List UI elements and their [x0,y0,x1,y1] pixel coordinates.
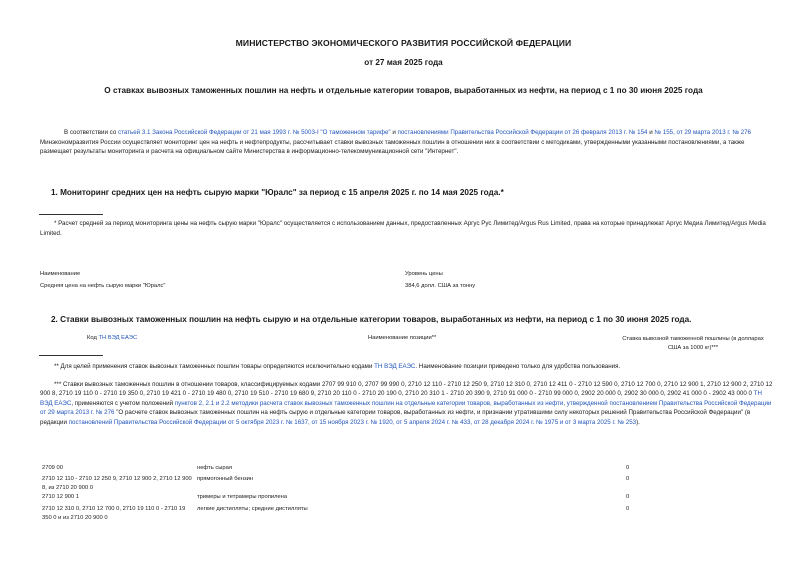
table-row-rate: 0 [626,476,630,482]
value-name: Средняя цена на нефть сырую марки "Юралс" [40,283,166,289]
table-row-code: 2710 12 310 0, 2710 12 700 0, 2710 19 110 0 - 2710 19 350 0 и из 2710 20 900 0 [42,506,186,521]
footnote-divider-2 [39,355,103,356]
footnote-3 [40,380,775,427]
tnved-link-footnote-2[interactable]: ТН ВЭД ЕАЭС [374,363,416,370]
table-row-rate: 0 [626,506,630,512]
tnved-link-header[interactable]: ТН ВЭД ЕАЭС [98,335,138,341]
methodology-points-link[interactable]: пунктов 2, 2.1 и 2.2 методики расчета ставок вывозных таможенных пошлин на отдельные категории товаров, выработанных из нефти, утвержденной постановлением Правительства Российской Федерации от 29 марта 2013 г. № 276 [40,399,772,417]
intro-paragraph [40,128,770,157]
footnote-3-text-2: , применяются с учетом положений [71,399,175,407]
law-5003-link[interactable]: статьей 3.1 Закона Российской Федерации от 21 мая 1993 г. № 5003-I "О таможенном тарифе" [117,129,391,136]
tnved-link-footnote-3[interactable]: ТН ВЭД ЕАЭС [40,390,762,407]
amending-decrees-link[interactable]: постановлений Правительства Российской Федерации от 5 октября 2023 г. № 1637, от 15 ноября 2023 г. № 1920, от 5 апреля 2024 г. № 433, от 28 декабря 2024 г. № 1975 и от 3 марта 2025 г. № 253 [68,418,637,426]
label-name: Наименование [40,271,81,277]
column-header-position: Наименование позиции** [368,335,437,341]
footnote-2-text-1: ** Для целей применения ставок вывозных таможенных пошлин товары определяются исключительно кодами [54,363,375,370]
table-row-code: 2709 00 [42,465,63,471]
column-code-prefix: Код [87,335,99,341]
table-row-rate: 0 [626,465,630,471]
table-row-rate: 0 [626,494,630,500]
column-header-rate: Ставка вывозной таможенной пошлины (в долларах США за 1000 кг)*** [622,336,764,351]
intro-text-3: и [647,129,655,136]
footnote-1 [40,219,775,238]
section-2-title: 2. Ставки вывозных таможенных пошлин на нефть сырую и на отдельные категории товаров, выработанных из нефти, на период с 1 по 30 июня 2025 года. [51,315,692,324]
footnote-2-text-2: . Наименование позиции приведено только для удобства пользования. [415,363,621,370]
table-row-name: нефть сырая [197,465,233,471]
table-row-name: тримеры и тетрамеры пропилена [197,494,288,500]
decree-154-link[interactable]: постановлениями Правительства Российской Федерации от 26 февраля 2013 г. № 154 [397,129,648,136]
footnote-3-text-3: "О расчете ставок вывозных таможенных пошлин на нефть сырую и отдельные категории товаров, выработанных из нефти, и признании утратившими силу некоторых решений Правительства Российской Федерации" (в редакции [40,409,751,426]
column-header-code [87,335,137,341]
label-price-level: Уровень цены [405,271,443,277]
intro-text-4: Минэкономразвития России осуществляет мониторинг цен на нефть и нефтепродукты, рассчитывает ставки вывозных таможенных пошлин в отношении них в соответствии с методиками, утвержденными указанными постановлениями, а также размещает результаты мониторинга и расчета на официальном сайте Министерства в информационно-телекоммуникационной сети "Интернет". [40,138,745,156]
footnote-2 [40,362,775,372]
table-row-code: 2710 12 900 1 [42,494,80,500]
ministry-heading: МИНИСТЕРСТВО ЭКОНОМИЧЕСКОГО РАЗВИТИЯ РОССИЙСКОЙ ФЕДЕРАЦИИ [235,38,572,48]
footnote-3-text-4: ). [636,418,640,426]
document-title: О ставках вывозных таможенных пошлин на нефть и отдельные категории товаров, выработанных из нефти, на период с 1 по 30 июня 2025 года [104,86,703,95]
intro-text-2: и [390,129,398,136]
intro-text-1: В соответствии со [64,129,118,136]
document-date: от 27 мая 2025 года [364,58,443,67]
decree-155-276-link[interactable]: № 155, от 29 марта 2013 г. № 276 [654,129,751,136]
section-1-title: 1. Мониторинг средних цен на нефть сырую марки "Юралс" за период с 15 апреля 2025 г. по 14 мая 2025 года.* [51,188,504,197]
footnote-1-text: * Расчет средней за период мониторинга цены на нефть сырую марки "Юралс" осуществляется с использованием данных, предоставленных Аргус Рус Лимитед/Argus Rus Limited, права на которые принадлежат Аргус Медиа Лимитед/Argus Media Limited. [40,220,766,237]
table-row-name: легкие дистилляты; средние дистилляты [197,506,308,512]
table-row-code: 2710 12 110 - 2710 12 250 9, 2710 12 900 2, 2710 12 900 8, из 2710 20 900 0 [42,476,192,491]
footnote-3-text-1: *** Ставки вывозных таможенных пошлин в отношении товаров, классифицируемых кодами 2707 99 910 0, 2707 99 990 0, 2710 12 110 - 2710 12 250 9, 2710 12 310 0, 2710 12 411 0 - 2710 12 590 0, 2710 12 700 0, 2710 12 900 1, 2710 12 900 2, 2710 12 900 8, 2710 19 110 0 - 2710 19 350 0, 2710 19 421 0 - 2710 19 480 0, 2710 19 510 - 2710 19 680 9, 2710 20 110 0 - 2710 20 190 0, 2710 20 310 1 - 2710 20 390 9, 2710 91 000 0 - 2710 99 000 0, 2902 20 000 0, 2902 30 000 0, 2902 41 000 0 - 2902 43 000 0 [40,381,773,398]
table-row-name: прямогонный бензин [197,476,254,482]
footnote-divider-1 [39,214,103,215]
value-price-level: 384,6 долл. США за тонну [405,283,476,289]
